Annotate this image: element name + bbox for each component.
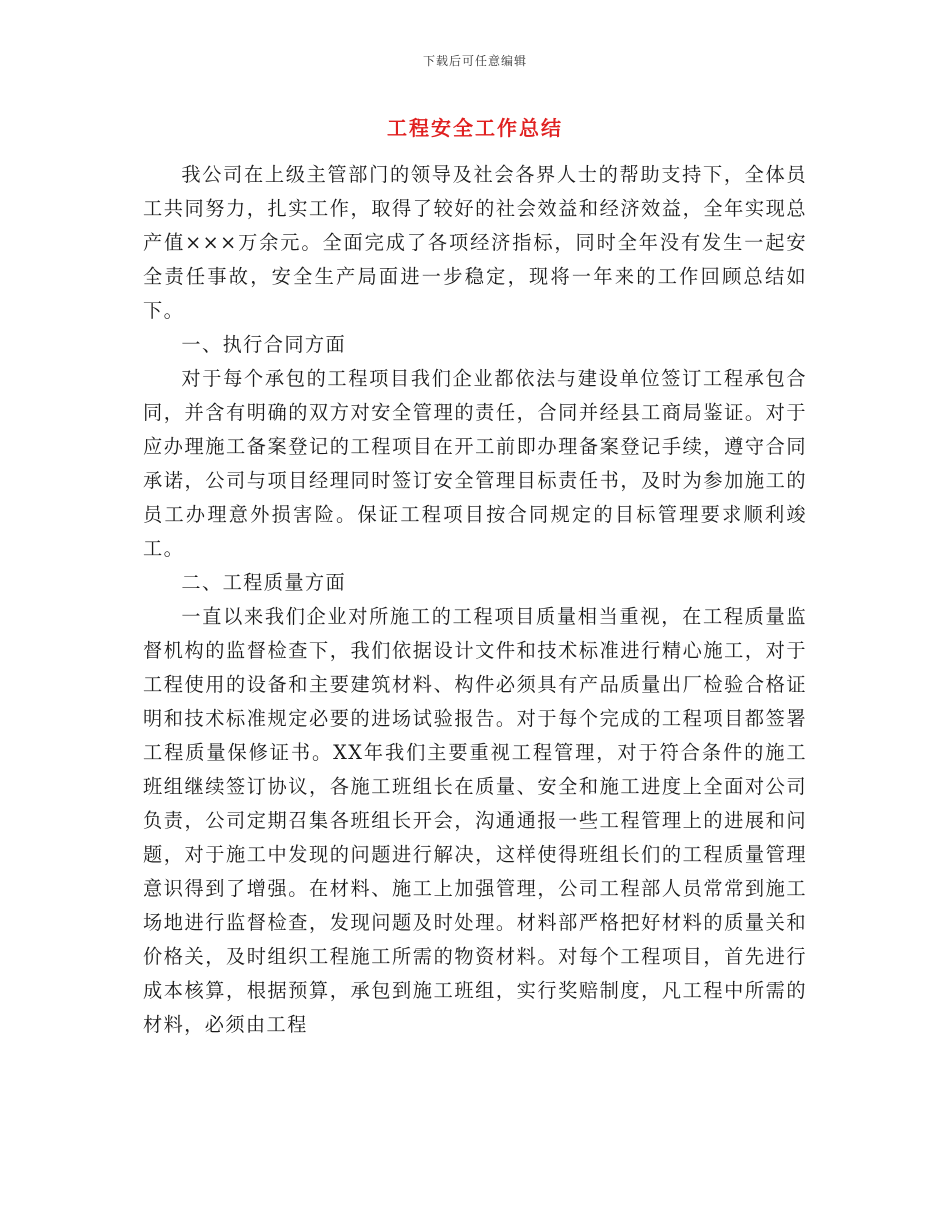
page-header-note: 下载后可任意编辑 xyxy=(422,54,527,68)
contract-paragraph: 对于每个承包的工程项目我们企业都依法与建设单位签订工程承包合同，并含有明确的双方对安全管理的责任，合同并经县工商局鉴证。对于应办理施工备案登记的工程项目在开工前即办理备案登记手续，遵守合同承诺，公司与项目经理同时签订安全管理目标责任书，及时为参加施工的员工办理意外损害险。保证工程项目按合同规定的目标管理要求顺利竣工。 xyxy=(143,367,807,560)
document-body xyxy=(143,158,807,1042)
section-heading-contract: 一、执行合同方面 xyxy=(181,333,347,356)
section-heading-quality: 二、工程质量方面 xyxy=(181,571,347,594)
document-title: 工程安全工作总结 xyxy=(387,116,563,140)
quality-paragraph: 一直以来我们企业对所施工的工程项目质量相当重视，在工程质量监督机构的监督检查下，我们依据设计文件和技术标准进行精心施工，对于工程使用的设备和主要建筑材料、构件必须具有产品质量出厂检验合格证明和技术标准规定必要的进场试验报告。对于每个完成的工程项目都签署工程质量保修证书。XX年我们主要重视工程管理，对于符合条件的施工班组继续签订协议，各施工班组长在质量、安全和施工进度上全面对公司负责，公司定期召集各班组长开会，沟通通报一些工程管理上的进展和问题，对于施工中发现的问题进行解决，这样使得班组长们的工程质量管理意识得到了增强。在材料、施工上加强管理，公司工程部人员常常到施工场地进行监督检查，发现问题及时处理。材料部严格把好材料的质量关和价格关，及时组织工程施工所需的物资材料。对每个工程项目，首先进行成本核算，根据预算，承包到施工班组，实行奖赔制度，凡工程中所需的材料，必须由工程 xyxy=(143,605,807,1036)
intro-paragraph: 我公司在上级主管部门的领导及社会各界人士的帮助支持下，全体员工共同努力，扎实工作，取得了较好的社会效益和经济效益，全年实现总产值×××万余元。全面完成了各项经济指标，同时全年没有发生一起安全责任事故，安全生产局面进一步稳定，现将一年来的工作回顾总结如下。 xyxy=(143,163,807,322)
